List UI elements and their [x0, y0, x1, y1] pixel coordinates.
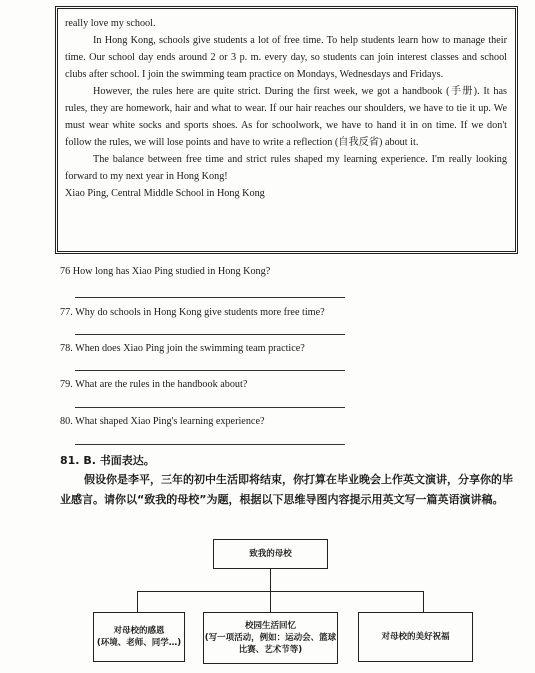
answer-line-80[interactable]: [75, 444, 345, 445]
mindmap-root: [213, 539, 328, 569]
mindmap-mid-line1: 校园生活回忆: [244, 621, 296, 631]
connector-horizontal: [137, 591, 423, 592]
connector-vertical: [270, 569, 271, 591]
passage-signature: Xiao Ping, Central Middle School in Hong Kong: [65, 188, 265, 199]
mindmap-right-label: 对母校的美好祝福: [381, 632, 450, 642]
answer-line-77[interactable]: [75, 334, 345, 335]
mindmap-left-box: [93, 612, 185, 662]
mindmap-mid-line2: (写一项活动，例如：运动会、篮球: [204, 633, 337, 643]
mindmap-left-line1: 对母校的感恩: [113, 626, 165, 636]
writing-task: 假设你是李平，三年的初中生活即将结束，你打算在毕业晚会上作英文演讲，分享你的毕业感言。请你以“致我的母校”为题，根据以下思维导图内容提示用英文写一篇英语演讲稿。: [60, 473, 513, 506]
section-title: 81. B. 书面表达。: [60, 454, 155, 467]
connector-left: [137, 591, 138, 612]
passage-paragraph-1: In Hong Kong, schools give students a lot of free time. To help students learn how to manage their time. Our school day ends around 2 or 3 p. m. every day, so students can join interest classes and school clubs after school. I join the swimming team practice on Mondays, Wednesdays and Fridays.: [65, 35, 507, 80]
mindmap-mid-box: [203, 612, 338, 664]
question-80: 80. What shaped Xiao Ping's learning experience?: [60, 416, 265, 427]
passage-paragraph-2: However, the rules here are quite strict. During the first week, we got a handbook (手册). It has rules, they are homework, hair and what to wear. If our hair reaches our shoulders, we have to tie it up. We must wear white socks and sports shoes. As for schoolwork, we have to hand it in on time. If we don't follow the rules, we will lose points and have to write a reflection (自我反省) about it.: [65, 86, 507, 148]
question-79: 79. What are the rules in the handbook about?: [60, 379, 248, 390]
passage-line-0: really love my school.: [65, 18, 156, 29]
passage-paragraph-3: The balance between free time and strict rules shaped my learning experience. I'm really looking forward to my next year in Hong Kong!: [65, 154, 507, 182]
reading-passage: [55, 6, 518, 254]
mindmap-left-line2: (环境、老师、同学…): [96, 638, 182, 648]
connector-right: [423, 591, 424, 612]
answer-line-78[interactable]: [75, 370, 345, 371]
answer-line-79[interactable]: [75, 407, 345, 408]
question-78: 78. When does Xiao Ping join the swimming team practice?: [60, 343, 305, 354]
connector-mid: [270, 591, 271, 612]
answer-line-76[interactable]: [75, 297, 345, 298]
question-76: 76 How long has Xiao Ping studied in Hong Kong?: [60, 266, 271, 277]
question-77: 77. Why do schools in Hong Kong give students more free time?: [60, 307, 325, 318]
mindmap-root-label: 致我的母校: [249, 549, 292, 559]
mindmap-mid-line3: 比赛、艺术节等): [238, 645, 303, 655]
mindmap-right-box: [358, 612, 473, 662]
